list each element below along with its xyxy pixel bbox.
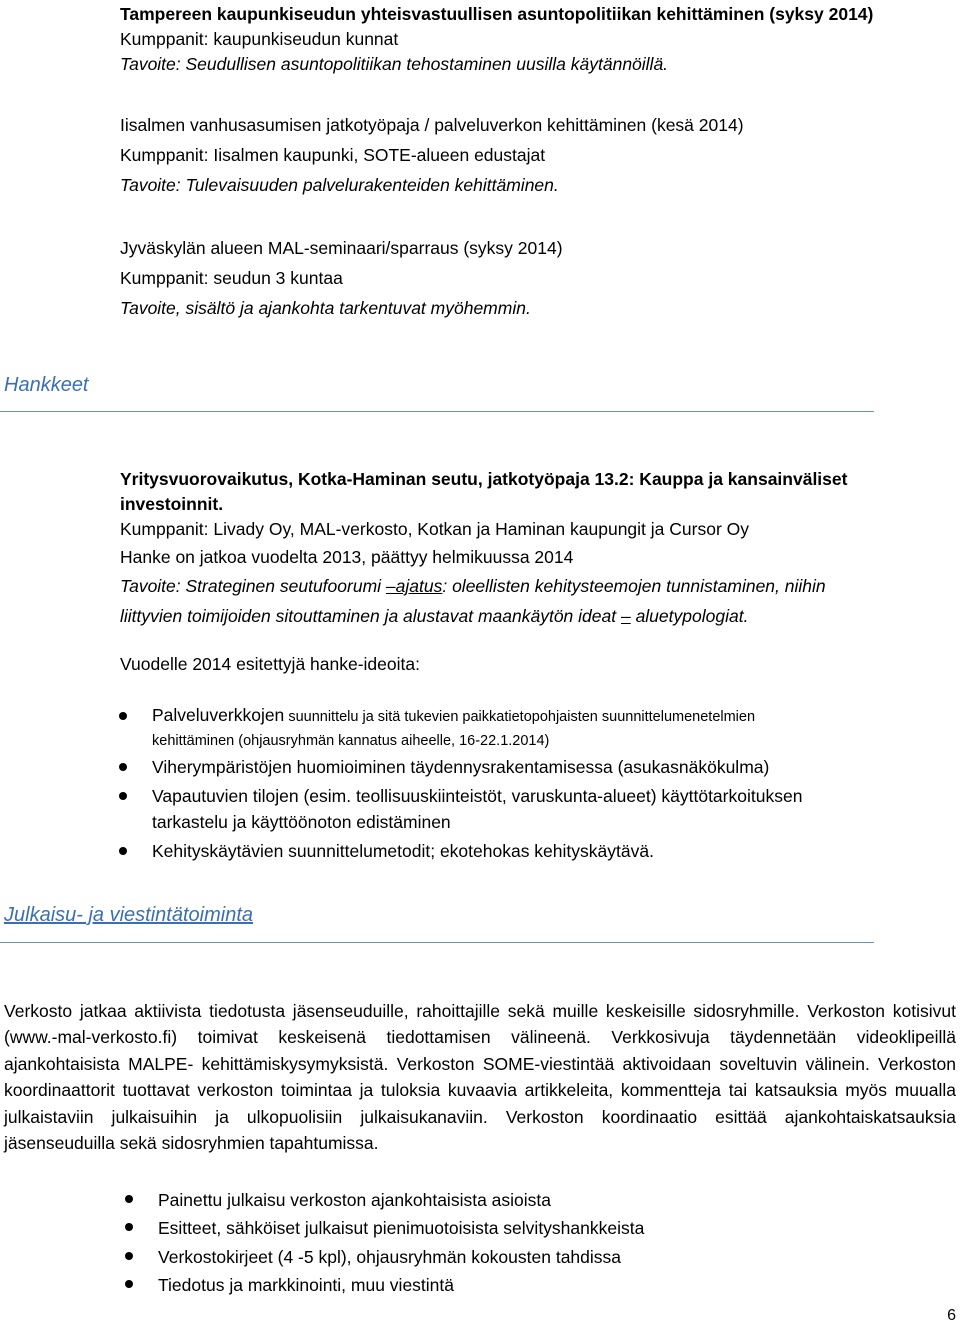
section-heading-julkaisu: Julkaisu- ja viestintätoiminta (4, 904, 253, 926)
item-partners: Kumppanit: seudun 3 kuntaa (120, 268, 343, 288)
list-item-text: Tiedotus ja markkinointi, muu viestintä (158, 1274, 455, 1295)
item-partners: Kumppanit: kaupunkiseudun kunnat (120, 29, 399, 49)
list-item (122, 1243, 902, 1271)
list-item-text: Kehityskäytävien suunnittelumetodit; ekotehokas kehityskäytävä. (152, 841, 654, 861)
item-title: Tampereen kaupunkiseudun yhteisvastuullisen asuntopolitiikan kehittäminen (syksy 2014) (120, 4, 874, 24)
goal-text-underlined: – (620, 606, 631, 626)
list-item (116, 703, 916, 753)
item-goal-line2 (120, 601, 940, 631)
item-continuation: Hanke on jatkoa vuodelta 2013, päättyy helmikuussa 2014 (120, 547, 574, 567)
ideas-intro: Vuodelle 2014 esitettyjä hanke-ideoita: (120, 654, 420, 674)
item-title-cont: investoinnit. (120, 494, 224, 514)
item-partners: Kumppanit: Livady Oy, MAL-verkosto, Kotkan ja Haminan kaupungit ja Cursor Oy (120, 519, 749, 539)
item-title: Iisalmen vanhusasumisen jatkotyöpaja / palveluverkon kehittäminen (kesä 2014) (120, 115, 744, 135)
list-item-text: kehittäminen (ohjausryhmän kannatus aiheelle, 16-22.1.2014) (152, 733, 550, 749)
section-heading-hankkeet: Hankkeet (4, 374, 89, 396)
goal-text-underlined: –ajatus (385, 576, 443, 596)
item-goal: Tavoite, sisältö ja ajankohta tarkentuvat myöhemmin. (120, 298, 531, 318)
page-number: 6 (947, 1307, 956, 1324)
list-item-text: Verkostokirjeet (4 -5 kpl), ohjausryhmän kokousten tahdissa (158, 1246, 622, 1267)
item-goal-line1 (120, 571, 940, 601)
goal-text: : oleellisten kehitysteemojen tunnistaminen, niihin (442, 576, 826, 596)
list-item-text: tarkastelu ja käyttöönoton edistäminen (152, 812, 451, 832)
section-divider (0, 411, 874, 412)
item-goal: Tavoite: Tulevaisuuden palvelurakenteiden kehittäminen. (120, 175, 559, 195)
item-title: Yritysvuorovaikutus, Kotka-Haminan seutu, jatkotyöpaja 13.2: Kauppa ja kansainväliset (120, 469, 848, 489)
list-item-text: Esitteet, sähköiset julkaisut pienimuotoisista selvityshankkeista (158, 1218, 645, 1239)
goal-text: liittyvien toimijoiden sitouttaminen ja alustavat maankäytön ideat (120, 606, 621, 626)
project-item-tampere (120, 2, 940, 77)
item-title: Jyväskylän alueen MAL-seminaari/sparraus (syksy 2014) (120, 238, 563, 258)
goal-text: aluetypologiat. (630, 606, 749, 626)
project-item-jyvaskyla (120, 233, 940, 323)
list-item (122, 1271, 902, 1299)
list-item-text: Painettu julkaisu verkoston ajankohtaisista asioista (158, 1190, 551, 1210)
list-item (116, 783, 916, 835)
section-divider (0, 942, 874, 943)
goal-text: Tavoite: Strateginen seutufoorumi (120, 576, 386, 596)
project-item-kotka-hamina (120, 466, 940, 631)
julkaisu-paragraph: Verkosto jatkaa aktiivista tiedotusta jäsenseuduille, rahoittajille sekä muille keskeisille sidosryhmille. Verkoston kotisivut (www.-mal-verkosto.fi) toimivat keskeisenä tiedottamisen välineenä. Verkkosivuja täydennetään videoklipeillä ajankohtaisista MALPE- kehittämiskysymyksistä. Verkoston SOME-viestintää aktivoidaan soveltuvin välinein. Verkoston koordinaattorit tuottavat verkoston toimintaa ja tuloksia kuvaavia artikkeleita, kommentteja tai katsauksia myös muualla julkaistaviin julkaisuihin ja ulkopuolisiin julkaisukanaviin. Verkoston koordinaatio esittää ajankohtaiskatsauksia jäsenseuduilla sekä sidosryhmien tapahtumissa. (4, 1001, 956, 1154)
list-item (116, 754, 916, 780)
list-item-text: Palveluverkkojen (152, 705, 285, 725)
list-item-text: Vapautuvien tilojen (esim. teollisuuskiinteistöt, varuskunta-alueet) käyttötarkoituksen (152, 786, 803, 806)
item-goal: Tavoite: Seudullisen asuntopolitiikan tehostaminen uusilla käytännöillä. (120, 54, 669, 74)
list-item (116, 838, 916, 864)
list-item (122, 1214, 902, 1242)
julkaisu-list (122, 1186, 902, 1299)
list-item-text: suunnittelu ja sitä tukevien paikkatietopohjaisten suunnittelumenetelmien (284, 709, 756, 725)
project-item-iisalmi (120, 110, 940, 200)
ideas-list (116, 703, 916, 864)
list-item (122, 1186, 902, 1214)
item-partners: Kumppanit: Iisalmen kaupunki, SOTE-alueen edustajat (120, 145, 546, 165)
list-item-text: Viherympäristöjen huomioiminen täydennysrakentamisessa (asukasnäkökulma) (152, 757, 770, 777)
